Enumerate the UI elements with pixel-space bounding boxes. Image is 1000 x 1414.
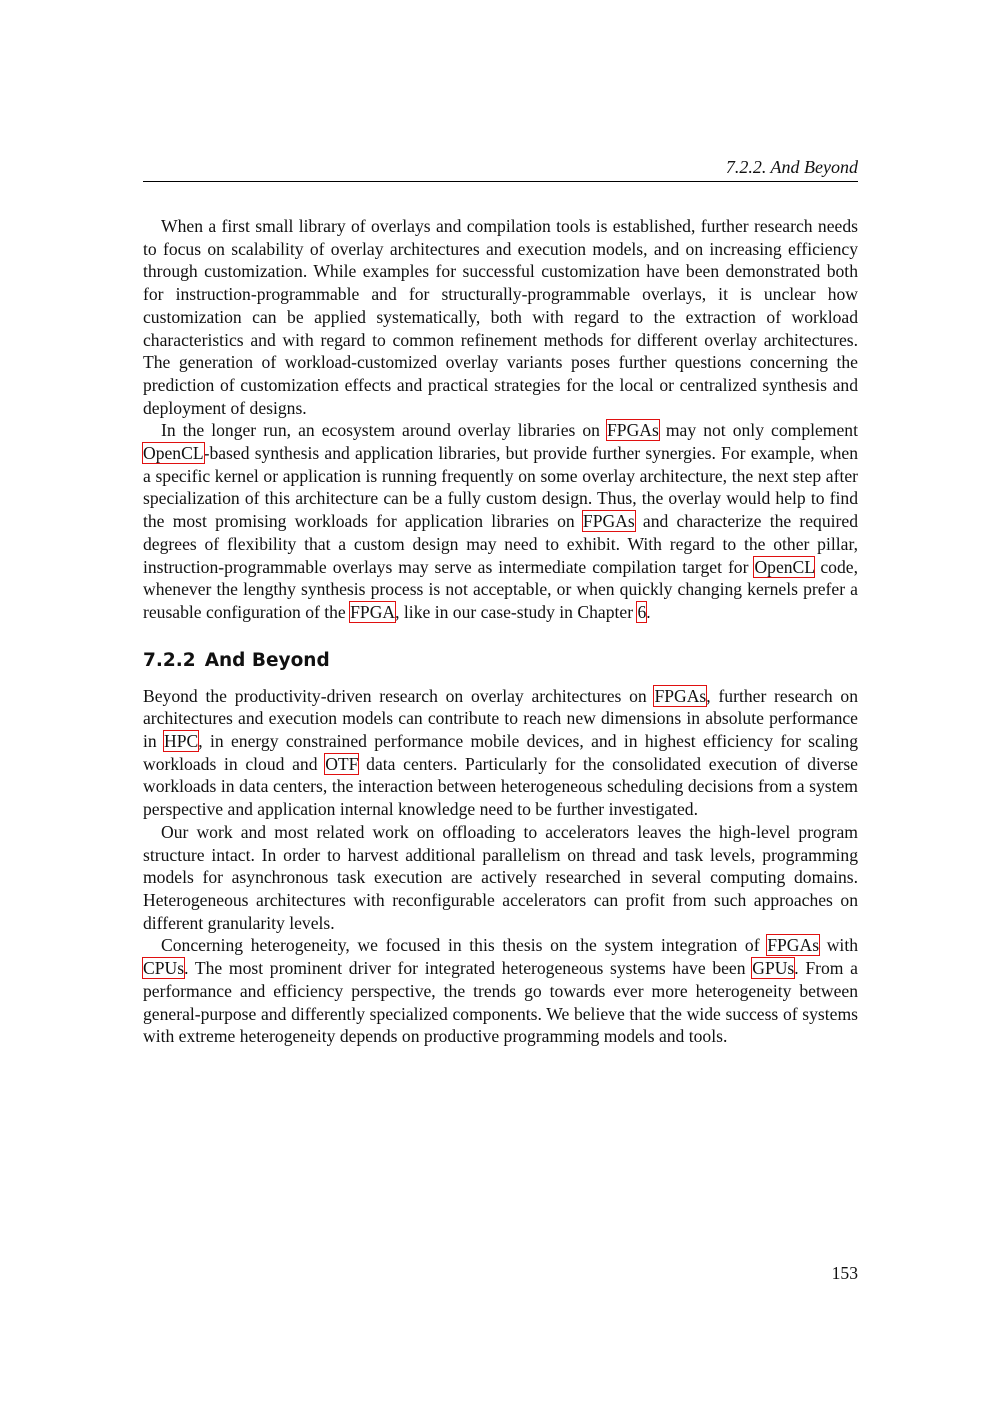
page-number: 153 xyxy=(831,1263,858,1283)
text-run: Beyond the productivity-driven research on overlay architectures on xyxy=(143,685,655,706)
text-run: , like in our case-study in Chapter xyxy=(395,601,638,622)
paragraph-heterogeneity xyxy=(143,934,858,1048)
text-run: . xyxy=(646,601,651,622)
text-run: Our work and most related work on offloading to accelerators leaves the high-level program structure intact. In order to harvest additional parallelism on thread and task levels, programming models for asynchronous task execution are actively researched in several computing domains. Heterogeneous architectures with reconfigurable accelerators can profit from such approaches on different granularity levels. xyxy=(143,821,858,933)
text-run: When a first small library of overlays and compilation tools is established, further research needs to focus on scalability of overlay architectures and execution models, and on increasing efficiency through customization. While examples for successful customization have been demonstrated both for instruction-programmable and for structurally-programmable overlays, it is unclear how customization can be applied systematically, both with regard to the extraction of workload characteristics and with regard to common refinement methods for different overlay architectures. The generation of workload-customized overlay variants poses further questions concerning the prediction of customization effects and practical strategies for the local or centralized synthesis and deployment of designs. xyxy=(143,216,858,418)
acronym-link-hpc[interactable]: HPC xyxy=(164,731,199,752)
acronym-link-fpga[interactable]: FPGA xyxy=(350,601,396,622)
page-body xyxy=(143,215,858,1048)
text-run: may not only complement xyxy=(658,420,858,441)
acronym-link-fpgas[interactable]: FPGAs xyxy=(582,511,635,532)
text-run: , further research on architectures and execution models can contribute to reach new dimensions in absolute performance in xyxy=(143,685,858,752)
chapter-link[interactable]: 6 xyxy=(637,601,647,622)
acronym-link-cpus[interactable]: CPUs xyxy=(143,958,185,979)
paragraph-beyond-productivity xyxy=(143,685,858,821)
acronym-link-fpgas[interactable]: FPGAs xyxy=(767,935,820,956)
acronym-link-gpus[interactable]: GPUs xyxy=(752,958,795,979)
text-run: with xyxy=(819,935,858,956)
text-run: data centers. Particularly for the consolidated execution of diverse workloads in data centers, the interaction between heterogeneous scheduling decisions from a system perspective and application internal knowledge need to be further investigated. xyxy=(143,753,858,820)
acronym-link-fpgas[interactable]: FPGAs xyxy=(654,685,707,706)
text-run: In the longer run, an ecosystem around overlay libraries on xyxy=(161,420,608,441)
acronym-link-fpgas[interactable]: FPGAs xyxy=(607,420,659,441)
text-run: , in energy constrained performance mobile devices, and in highest efficiency for scaling workloads in cloud and xyxy=(143,731,858,774)
running-header-title: 7.2.2. And Beyond xyxy=(725,157,858,177)
acronym-link-otf[interactable]: OTF xyxy=(325,753,359,774)
text-run: code, whenever the lengthy synthesis process is not acceptable, or when quickly changing kernels prefer a reusable configuration of the xyxy=(143,556,858,622)
acronym-link-opencl[interactable]: OpenCL xyxy=(143,443,204,464)
text-run: Concerning heterogeneity, we focused in this thesis on the system integration of xyxy=(161,935,768,956)
section-heading xyxy=(143,649,858,673)
paragraph-overlay-library xyxy=(143,215,858,419)
section-title: And Beyond xyxy=(204,649,330,671)
running-header xyxy=(143,155,858,182)
text-run: . The most prominent driver for integrated heterogeneous systems have been xyxy=(184,958,753,979)
section-number: 7.2.2 xyxy=(143,649,196,671)
paragraph-offloading xyxy=(143,821,858,935)
acronym-link-opencl[interactable]: OpenCL xyxy=(754,556,815,577)
paragraph-ecosystem xyxy=(143,419,858,623)
text-run: . From a performance and efficiency perspective, the trends go towards ever more heterogeneity between general-purpose and differently specialized components. We believe that the wide success of systems with extreme heterogeneity depends on productive programming models and tools. xyxy=(143,958,858,1047)
text-run: and characterize the required degrees of flexibility that a custom design may need to exhibit. With regard to the other pillar, instruction-programmable overlays may serve as intermediate compilation target for xyxy=(143,511,859,577)
text-run: -based synthesis and application libraries, but provide further synergies. For example, when a specific kernel or application is running frequently on some overlay architecture, the next step after specialization of this architecture can be a fully custom design. Thus, the overlay would help to find the most promising workloads for application libraries on xyxy=(143,443,858,532)
